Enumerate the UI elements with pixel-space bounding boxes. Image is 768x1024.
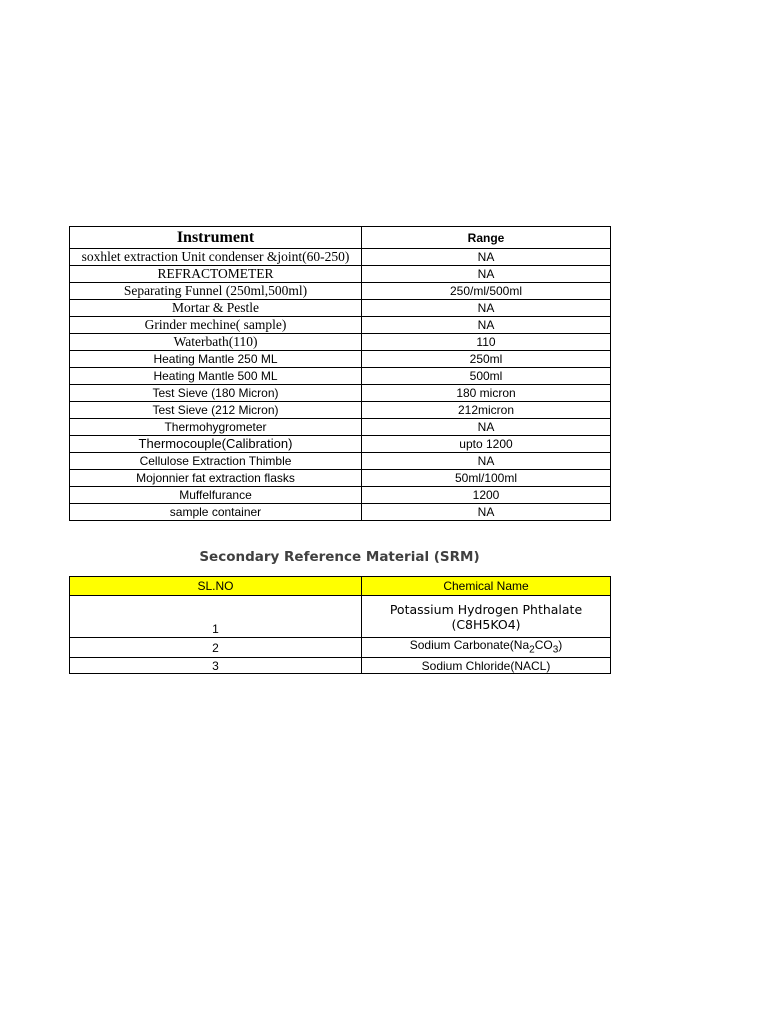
table-row [70, 453, 611, 470]
sl-no-cell: 3 [70, 658, 362, 674]
instrument-cell: Muffelfurance [70, 487, 362, 504]
instrument-cell: Cellulose Extraction Thimble [70, 453, 362, 470]
range-cell: NA [362, 249, 611, 266]
instrument-cell: Thermocouple(Calibration) [70, 436, 362, 453]
range-cell: NA [362, 419, 611, 436]
chemical-name-prefix: Sodium Carbonate(Na [409, 638, 530, 652]
instrument-cell: Test Sieve (212 Micron) [70, 402, 362, 419]
sl-no-cell: 2 [70, 638, 362, 658]
range-cell: 212micron [362, 402, 611, 419]
instrument-cell: Heating Mantle 500 ML [70, 368, 362, 385]
range-cell: 1200 [362, 487, 611, 504]
range-cell: NA [362, 317, 611, 334]
table-row [70, 436, 611, 453]
range-cell: 50ml/100ml [362, 470, 611, 487]
instrument-cell: Mortar & Pestle [70, 300, 362, 317]
chemical-name-suffix: ) [558, 638, 563, 652]
instrument-header: Instrument [70, 227, 362, 249]
instrument-cell: Thermohygrometer [70, 419, 362, 436]
instrument-cell: REFRACTOMETER [70, 266, 362, 283]
srm-title: Secondary Reference Material (SRM) [199, 549, 480, 565]
table-row [70, 658, 611, 674]
instrument-cell: Waterbath(110) [70, 334, 362, 351]
instrument-cell: soxhlet extraction Unit condenser &joint(60-250) [70, 249, 362, 266]
range-cell: NA [362, 504, 611, 521]
range-header: Range [362, 227, 611, 249]
chemical-name-header: Chemical Name [362, 577, 611, 596]
table-row [70, 283, 611, 300]
range-cell: NA [362, 453, 611, 470]
table-row [70, 266, 611, 283]
instrument-table-header [70, 227, 611, 249]
chemical-name-cell: Sodium Chloride(NACL) [362, 658, 611, 674]
table-row [70, 351, 611, 368]
range-cell: NA [362, 266, 611, 283]
table-row [70, 487, 611, 504]
instrument-cell: Mojonnier fat extraction flasks [70, 470, 362, 487]
table-row [70, 334, 611, 351]
table-row [70, 402, 611, 419]
range-cell: 110 [362, 334, 611, 351]
range-cell: 250/ml/500ml [362, 283, 611, 300]
chemical-name-mid: CO [534, 638, 553, 652]
table-row [70, 504, 611, 521]
range-cell: 250ml [362, 351, 611, 368]
range-cell: 180 micron [362, 385, 611, 402]
table-row [70, 638, 611, 658]
table-row [70, 470, 611, 487]
table-row [70, 596, 611, 638]
chemical-name-cell: Potassium Hydrogen Phthalate (C8H5KO4) [362, 596, 611, 638]
instrument-cell: Heating Mantle 250 ML [70, 351, 362, 368]
instrument-cell: Grinder mechine( sample) [70, 317, 362, 334]
srm-table [69, 576, 611, 674]
instrument-cell: sample container [70, 504, 362, 521]
table-row [70, 419, 611, 436]
subscript: 2 [529, 644, 535, 656]
srm-table-header [70, 577, 611, 596]
table-row [70, 368, 611, 385]
range-cell: upto 1200 [362, 436, 611, 453]
range-cell: 500ml [362, 368, 611, 385]
instrument-cell: Separating Funnel (250ml,500ml) [70, 283, 362, 300]
chemical-name-cell [362, 638, 611, 658]
table-row [70, 249, 611, 266]
range-cell: NA [362, 300, 611, 317]
instrument-table [69, 226, 611, 521]
table-row [70, 317, 611, 334]
sl-no-cell: 1 [70, 596, 362, 638]
sl-no-header: SL.NO [70, 577, 362, 596]
subscript: 3 [552, 644, 559, 656]
table-row [70, 300, 611, 317]
table-row [70, 385, 611, 402]
instrument-cell: Test Sieve (180 Micron) [70, 385, 362, 402]
